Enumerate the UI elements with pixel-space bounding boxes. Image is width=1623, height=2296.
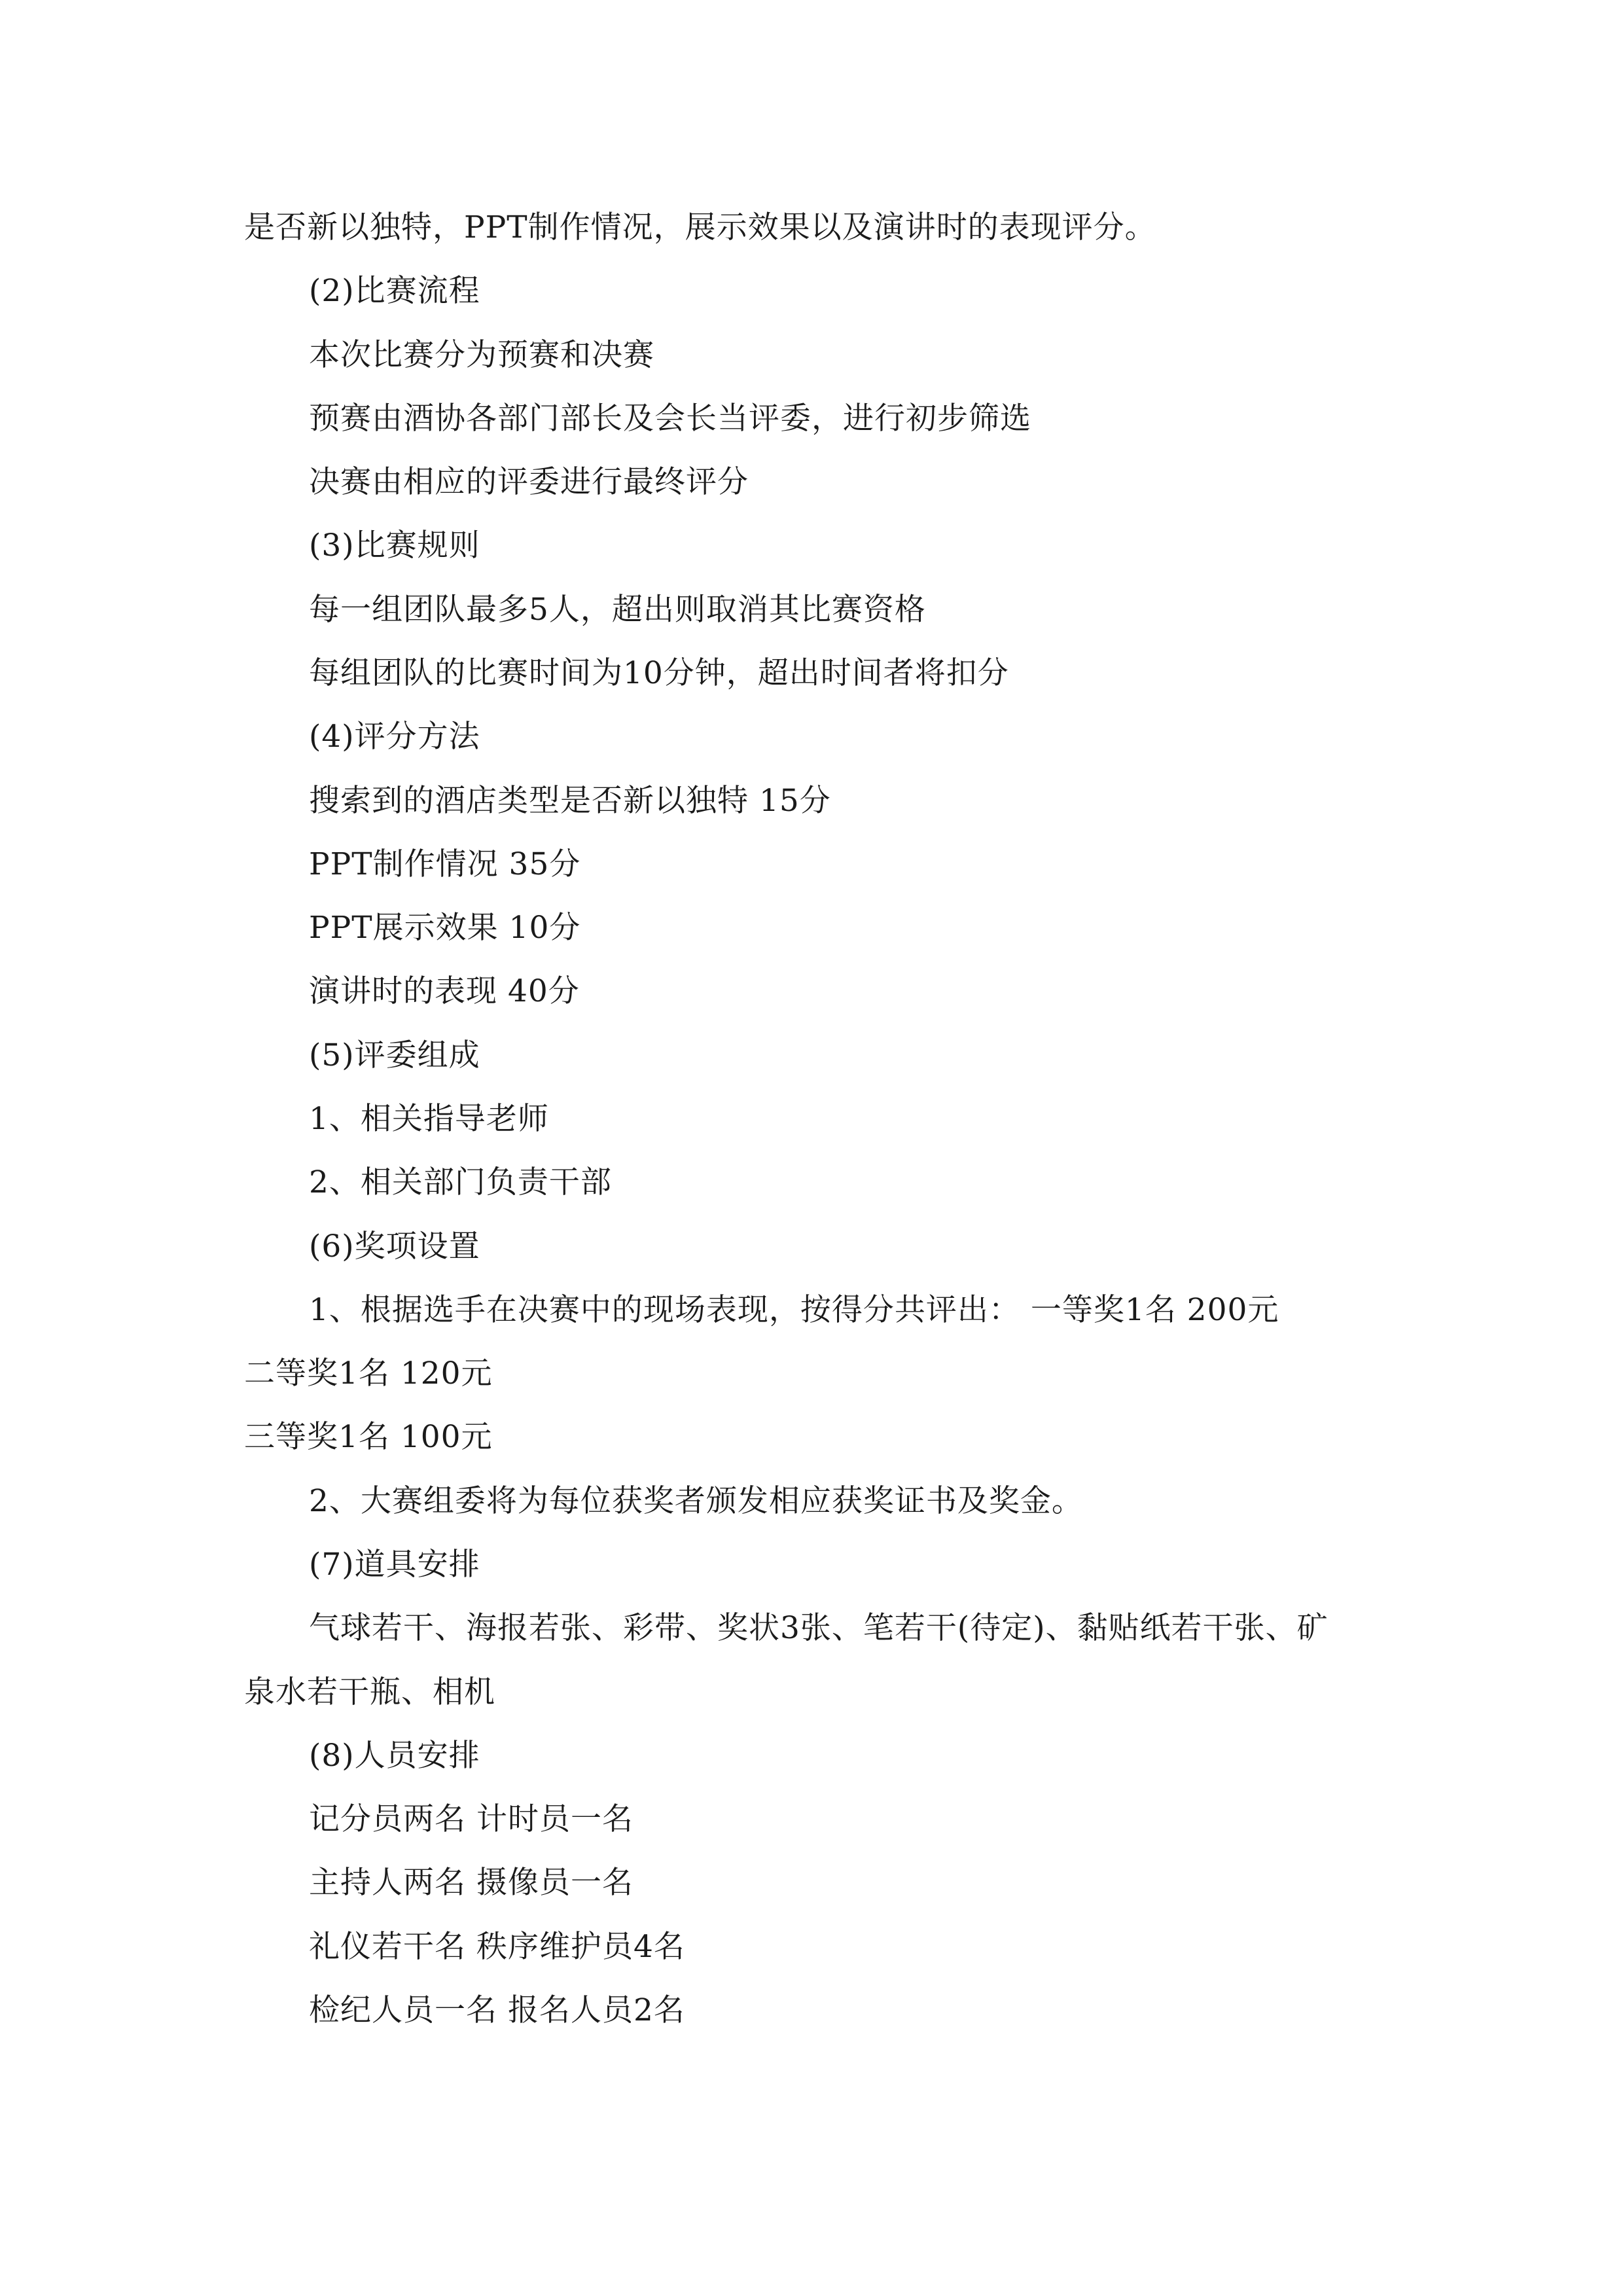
section-heading-props: (7)道具安排 — [309, 1547, 480, 1583]
body-text-line: PPT展示效果 10分 — [309, 910, 581, 946]
body-text-line: 礼仪若干名 秩序维护员4名 — [309, 1929, 685, 1965]
body-text-line: 预赛由酒协各部门部长及会长当评委，进行初步筛选 — [309, 401, 1031, 437]
body-text-line: 2、相关部门负责干部 — [309, 1164, 612, 1200]
body-text-line: 每组团队的比赛时间为10分钟，超出时间者将扣分 — [309, 655, 1009, 691]
section-heading-awards: (6)奖项设置 — [309, 1229, 480, 1265]
body-text-line: 搜索到的酒店类型是否新以独特 15分 — [309, 783, 831, 819]
body-text-line: 本次比赛分为预赛和决赛 — [309, 337, 654, 373]
body-text-line: 气球若干、海报若张、彩带、奖状3张、笔若干(待定)、黏贴纸若干张、矿 — [309, 1610, 1329, 1646]
section-heading-judges: (5)评委组成 — [309, 1037, 480, 1073]
body-text-line: PPT制作情况 35分 — [309, 846, 581, 882]
body-text-line: 是否新以独特，PPT制作情况，展示效果以及演讲时的表现评分。 — [244, 209, 1156, 245]
body-text-line: 二等奖1名 120元 — [244, 1355, 493, 1391]
body-text-line: 三等奖1名 100元 — [244, 1419, 493, 1455]
section-heading-staff: (8)人员安排 — [309, 1738, 480, 1774]
body-text-line: 每一组团队最多5人，超出则取消其比赛资格 — [309, 592, 926, 628]
section-heading-rules: (3)比赛规则 — [309, 528, 480, 564]
body-text-line: 1、相关指导老师 — [309, 1101, 549, 1137]
section-heading-scoring: (4)评分方法 — [309, 719, 480, 755]
body-text-line: 决赛由相应的评委进行最终评分 — [309, 464, 749, 500]
body-text-line: 1、根据选手在决赛中的现场表现，按得分共评出： 一等奖1名 200元 — [309, 1292, 1279, 1328]
section-heading-process: (2)比赛流程 — [309, 273, 480, 309]
body-text-line: 主持人两名 摄像员一名 — [309, 1865, 633, 1901]
body-text-line: 演讲时的表现 40分 — [309, 973, 580, 1009]
body-text-line: 检纪人员一名 报名人员2名 — [309, 1992, 685, 2028]
body-text-line: 泉水若干瓶、相机 — [244, 1674, 495, 1710]
body-text-line: 记分员两名 计时员一名 — [309, 1801, 633, 1837]
body-text-line: 2、大赛组委将为每位获奖者颁发相应获奖证书及奖金。 — [309, 1483, 1083, 1519]
